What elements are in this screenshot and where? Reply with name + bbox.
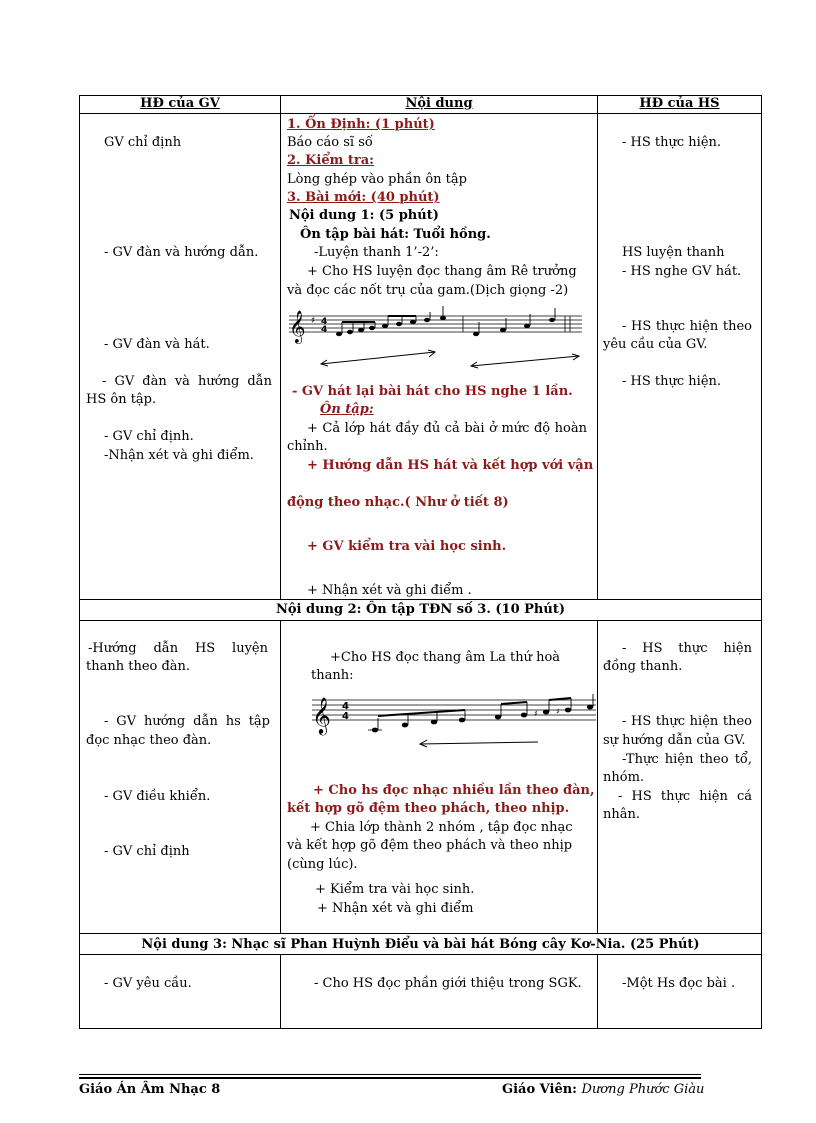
content-text: + Nhận xét và ghi điểm . [307,583,472,598]
gv-text: đọc nhạc theo đàn. [86,733,212,748]
on-tap-label-text: Ôn tập [320,402,369,417]
header-teacher-activity: HĐ của GV [140,96,220,111]
column-divider [280,620,281,934]
content-text: + Kiểm tra vài học sinh. [315,882,475,897]
sharp-icon: ♯ [311,316,316,326]
sharp-icon: ♯ [556,707,560,716]
music-staff-a-minor [310,684,600,752]
music-staff-d-major [287,304,587,376]
footer-teacher [502,1082,704,1097]
on-tap-label: Ôn tập: [320,402,374,417]
treble-clef-icon: 𝄞 [312,696,331,734]
gv-text: GV chỉ định [104,135,182,150]
gv-text: -Hướng dẫn HS luyện [88,641,268,656]
content-text: động theo nhạc.( Như ở tiết 8) [287,495,509,510]
bai-moi-heading: 3. Bài mới: (40 phút) [287,190,440,205]
header-bottom-border [79,113,762,114]
content-text: + Cho HS luyện đọc thang âm Rê trưởng [307,264,577,279]
table-bottom-border [79,1028,762,1029]
footer-rule [79,1074,701,1075]
content-text: và đọc các nốt trụ của gam.(Dịch giọng -2) [287,283,569,298]
column-divider [597,954,598,1029]
header-student-activity: HĐ của HS [639,96,720,111]
footer-rule [79,1077,701,1079]
content-text: thanh: [311,668,354,683]
column-divider [597,95,598,600]
gv-text: - GV chỉ định [104,844,190,859]
gv-text: - GV điều khiển. [104,789,211,804]
footer-teacher-label: Giáo Viên: [502,1082,577,1097]
content-text: + Cả lớp hát đầy đủ cả bài ở mức độ hoàn [307,421,587,436]
content-text: +Cho HS đọc thang âm La thứ hoà [330,650,561,665]
noi-dung-2-title: Nội dung 2: Ôn tập TĐN số 3. (10 Phút) [275,602,565,617]
hs-text: -Một Hs đọc bài . [622,976,736,991]
content-text: Lòng ghép vào phần ôn tập [287,172,467,187]
song-title: Ôn tập bài hát: Tuổi hồng. [300,227,491,242]
time-signature: 4 [342,701,349,712]
hs-text: HS luyện thanh [622,245,725,260]
time-signature: 4 [321,317,328,327]
hs-text: sự hướng dẫn của GV. [603,733,746,748]
hs-text: nhân. [603,807,641,822]
kiem-tra-heading: 2. Kiểm tra: [287,153,374,168]
svg-text:4: 4 [342,711,349,722]
content-text: -Luyện thanh 1’-2’: [314,245,439,260]
footer-teacher-name: Dương Phước Giàu [581,1082,705,1097]
hs-text: yêu cầu của GV. [603,337,708,352]
gv-text: - GV chỉ định. [104,429,194,444]
gv-text: - GV hướng dẫn hs tập [104,714,270,729]
content-text: + Chia lớp thành 2 nhóm , tập đọc nhạc [310,820,573,835]
hs-text: - HS thực hiện theo [622,319,752,334]
row-border [79,933,762,934]
table-right-border [761,95,762,1029]
hs-text: - HS thực hiện cá [618,789,752,804]
gv-text: -Nhận xét và ghi điểm. [104,448,254,463]
gv-text: - GV đàn và hướng dẫn. [104,245,259,260]
row-border [79,954,762,955]
gv-text: - GV đàn và hát. [104,337,210,352]
content-text: + Cho hs đọc nhạc nhiều lần theo đàn, [313,783,595,798]
sharp-icon: ♯ [534,709,538,718]
hs-text: đồng thanh. [603,659,683,674]
hs-text: - HS thực hiện. [622,374,722,389]
hs-text: - HS nghe GV hát. [622,264,742,279]
hs-text: - HS thực hiện [622,641,752,656]
footer-title: Giáo Án Âm Nhạc 8 [79,1082,221,1097]
content-text: - GV hát lại bài hát cho HS nghe 1 lần. [292,384,573,399]
hs-text: - HS thực hiện theo [622,714,752,729]
on-dinh-heading: 1. Ổn Định: (1 phút) [287,117,435,132]
content-text: Báo cáo sĩ số [287,135,373,150]
content-text: và kết hợp gõ đệm theo phách và theo nhịp [287,838,573,853]
noi-dung-1-heading: Nội dung 1: (5 phút) [289,208,439,223]
column-divider [597,620,598,934]
treble-clef-icon: 𝄞 [289,310,306,343]
column-divider [280,954,281,1029]
gv-text: - GV đàn và hướng dẫn [102,374,272,389]
column-divider [280,95,281,600]
content-text: kết hợp gõ đệm theo phách, theo nhịp. [287,801,570,816]
content-text: (cùng lúc). [287,857,358,872]
svg-text:4: 4 [321,325,328,335]
content-text: - Cho HS đọc phần giới thiệu trong SGK. [314,976,582,991]
noi-dung-3-title: Nội dung 3: Nhạc sĩ Phan Huỳnh Điểu và bài hát Bóng cây Kơ-Nia. (25 Phút) [141,937,700,952]
hs-text: nhóm. [603,770,645,785]
content-text: chỉnh. [287,439,328,454]
hs-text: -Thực hiện theo tổ, [622,752,752,767]
header-content: Nội dung [405,96,473,111]
content-text: + Hướng dẫn HS hát và kết hợp với vận [307,458,594,473]
content-text: + GV kiểm tra vài học sinh. [307,539,507,554]
gv-text: HS ôn tập. [86,392,157,407]
hs-text: - HS thực hiện. [622,135,722,150]
table-left-border [79,95,80,1029]
gv-text: - GV yêu cầu. [104,976,192,991]
gv-text: thanh theo đàn. [86,659,191,674]
row-border [79,620,762,621]
content-text: + Nhận xét và ghi điểm [317,901,474,916]
